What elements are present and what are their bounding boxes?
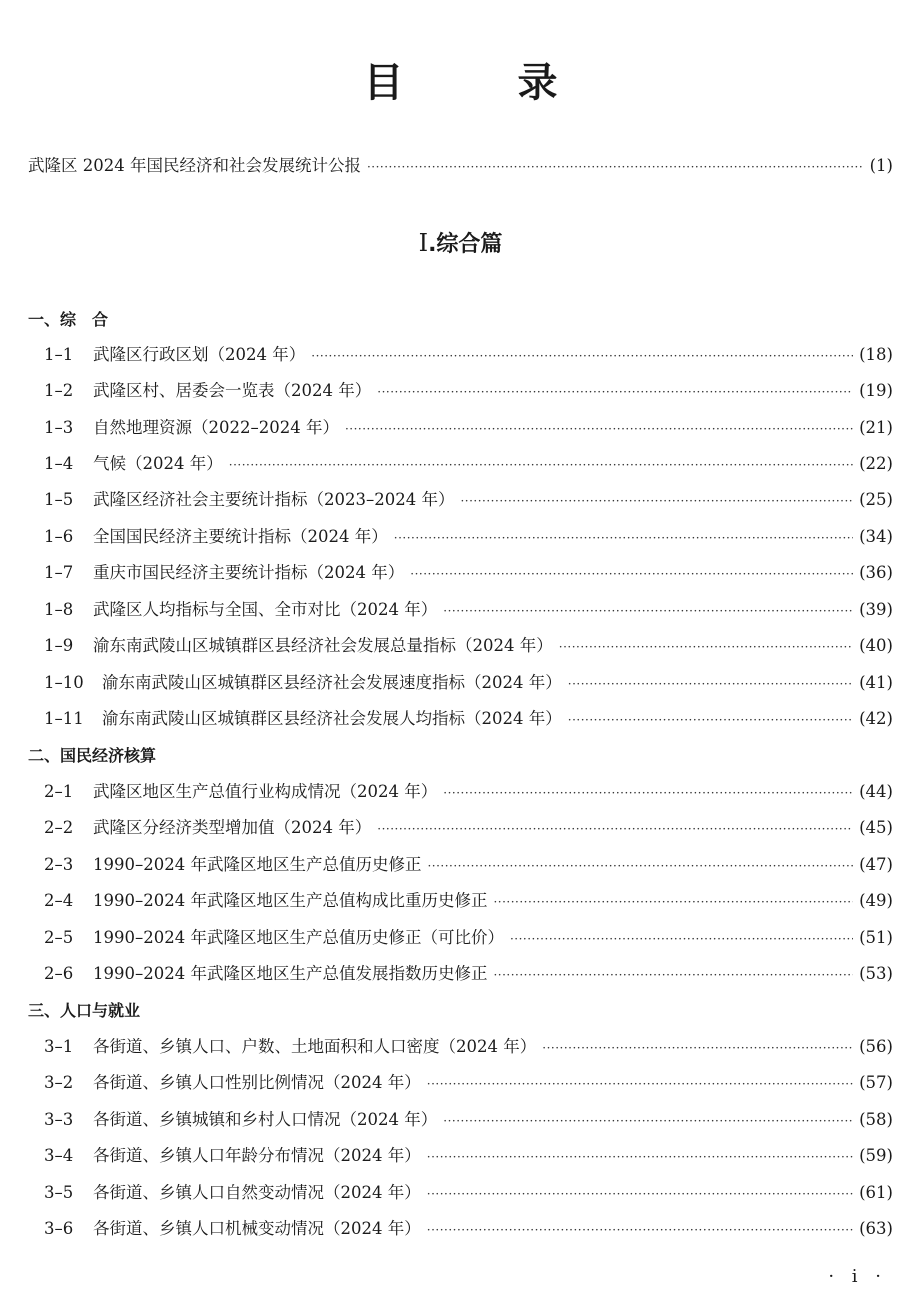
toc-entry[interactable] [44,1072,893,1095]
toc-entry-text: 全国国民经济主要统计指标（2024 年） [93,527,388,546]
toc-entry[interactable] [44,817,893,840]
toc-entry-number: 3–1 [44,1037,74,1056]
toc-entry[interactable] [44,1145,893,1168]
toc-entry[interactable] [44,1218,893,1241]
toc-entry-number: 3–2 [44,1073,74,1092]
toc-entry-text: 气候（2024 年） [93,454,223,473]
toc-entry-number: 1–11 [44,709,84,728]
toc-entry-number: 2–1 [44,782,74,801]
toc-entry[interactable] [44,927,893,950]
dot-leader [394,527,853,549]
dot-leader [510,928,853,950]
toc-entry[interactable] [44,1182,893,1205]
toc-entry-page: (42) [859,709,893,728]
dot-leader [377,381,853,403]
dot-leader [493,891,853,913]
dot-leader [443,1110,853,1132]
dot-leader [443,782,853,804]
toc-entry-number: 3–4 [44,1146,74,1165]
toc-entry-text: 武隆区地区生产总值行业构成情况（2024 年） [93,782,438,801]
dot-leader [427,1219,853,1241]
toc-entry-number: 2–6 [44,964,74,983]
toc-entry-text: 1990–2024 年武隆区地区生产总值发展指数历史修正 [93,964,488,983]
toc-entry[interactable] [44,635,893,658]
dot-leader [493,964,853,986]
toc-entry-page: (49) [859,891,893,910]
toc-entry-text: 武隆区分经济类型增加值（2024 年） [93,818,372,837]
toc-entry-page: (25) [859,490,893,509]
toc-entry-page: (21) [859,418,893,437]
toc-entry-page: (61) [859,1183,893,1202]
part-heading [0,228,921,260]
toc-entry-number: 1–4 [44,454,74,473]
toc-entry-number: 1–2 [44,381,74,400]
toc-entry-text: 各街道、乡镇人口机械变动情况（2024 年） [93,1219,421,1238]
toc-entry-number: 1–9 [44,636,74,655]
toc-entry[interactable] [44,1036,893,1059]
toc-entry-page: (59) [859,1146,893,1165]
toc-entry-page: (18) [859,345,893,364]
toc-entry-page: (45) [859,818,893,837]
toc-entry[interactable] [44,672,893,695]
dot-leader [559,636,853,658]
toc-entry-page: (22) [859,454,893,473]
toc-entry-page: (39) [859,600,893,619]
toc-entry-page: (57) [859,1073,893,1092]
toc-entry-text: 1990–2024 年武隆区地区生产总值历史修正（可比价） [93,928,504,947]
toc-entry-page: (56) [859,1037,893,1056]
toc-entry-text: 1990–2024 年武隆区地区生产总值构成比重历史修正 [93,891,488,910]
toc-entry-text: 武隆区行政区划（2024 年） [93,345,306,364]
toc-entry-page: (36) [859,563,893,582]
toc-entry[interactable] [44,599,893,622]
toc-entry-text: 渝东南武陵山区城镇群区县经济社会发展总量指标（2024 年） [93,636,553,655]
toc-entry-number: 2–5 [44,928,74,947]
toc-entry-page: (51) [859,928,893,947]
toc-entry-text: 武隆区 2024 年国民经济和社会发展统计公报 [28,156,361,175]
toc-entry-text: 渝东南武陵山区城镇群区县经济社会发展速度指标（2024 年） [102,673,562,692]
section-heading-national-accounts: 二、国民经济核算 [28,746,157,765]
toc-entry[interactable] [44,781,893,804]
toc-entry-page: (41) [859,673,893,692]
toc-entry-number: 1–3 [44,418,74,437]
toc-entry-text: 各街道、乡镇人口自然变动情况（2024 年） [93,1183,421,1202]
dot-leader [443,600,853,622]
dot-leader [311,345,853,367]
toc-entry[interactable] [44,417,893,440]
section-heading-general: 一、综 合 [28,310,109,329]
toc-entry-number: 2–4 [44,891,74,910]
toc-entry-number: 1–10 [44,673,84,692]
toc-entry-text: 重庆市国民经济主要统计指标（2024 年） [93,563,405,582]
toc-entry-number: 1–7 [44,563,74,582]
toc-entry[interactable] [44,526,893,549]
dot-leader [229,454,853,476]
toc-entry-bulletin[interactable] [28,155,893,178]
toc-entry-text: 自然地理资源（2022–2024 年） [93,418,339,437]
part-roman-numeral: Ⅰ [418,229,429,257]
toc-entry[interactable] [44,963,893,986]
dot-leader [460,490,853,512]
dot-leader [427,1073,853,1095]
toc-entry[interactable] [44,489,893,512]
toc-entry-text: 1990–2024 年武隆区地区生产总值历史修正 [93,855,422,874]
toc-entry-text: 渝东南武陵山区城镇群区县经济社会发展人均指标（2024 年） [102,709,562,728]
toc-entry-number: 3–5 [44,1183,74,1202]
toc-entry[interactable] [44,562,893,585]
dot-leader [568,709,853,731]
dot-leader [345,418,853,440]
toc-entry-page: (47) [859,855,893,874]
toc-entry-text: 各街道、乡镇人口年龄分布情况（2024 年） [93,1146,421,1165]
toc-entry[interactable] [44,890,893,913]
toc-entry-page: (44) [859,782,893,801]
toc-entry-number: 1–6 [44,527,74,546]
toc-entry[interactable] [44,344,893,367]
toc-entry-page: (19) [859,381,893,400]
part-label: .综合篇 [428,232,503,257]
dot-leader [427,855,853,877]
toc-entry-page: (58) [859,1110,893,1129]
section-heading-population: 三、人口与就业 [28,1001,141,1020]
dot-leader [377,818,853,840]
page-folio: · i · [828,1266,887,1287]
toc-entry-page: (1) [869,156,893,175]
toc-entry[interactable] [44,854,893,877]
dot-leader [427,1146,853,1168]
toc-entry-text: 各街道、乡镇人口、户数、土地面积和人口密度（2024 年） [93,1037,537,1056]
toc-entry-page: (40) [859,636,893,655]
toc-entry-number: 3–3 [44,1110,74,1129]
dot-leader [427,1183,853,1205]
toc-entry-number: 2–2 [44,818,74,837]
toc-entry-number: 2–3 [44,855,74,874]
toc-entry-number: 1–8 [44,600,74,619]
dot-leader [410,563,853,585]
dot-leader [542,1037,853,1059]
toc-entry-number: 1–1 [44,345,74,364]
toc-entry-page: (34) [859,527,893,546]
toc-entry[interactable] [44,453,893,476]
page-title: 目 录 [363,59,608,106]
toc-entry-number: 1–5 [44,490,74,509]
toc-entry-text: 各街道、乡镇人口性别比例情况（2024 年） [93,1073,421,1092]
dot-leader [568,673,853,695]
toc-entry[interactable] [44,708,893,731]
toc-entry[interactable] [44,380,893,403]
toc-entry-text: 武隆区人均指标与全国、全市对比（2024 年） [93,600,438,619]
toc-entry-page: (63) [859,1219,893,1238]
toc-entry-text: 武隆区经济社会主要统计指标（2023–2024 年） [93,490,455,509]
toc-entry[interactable] [44,1109,893,1132]
toc-entry-text: 各街道、乡镇城镇和乡村人口情况（2024 年） [93,1110,438,1129]
toc-entry-number: 3–6 [44,1219,74,1238]
dot-leader [367,156,864,178]
toc-entry-text: 武隆区村、居委会一览表（2024 年） [93,381,372,400]
toc-entry-page: (53) [859,964,893,983]
